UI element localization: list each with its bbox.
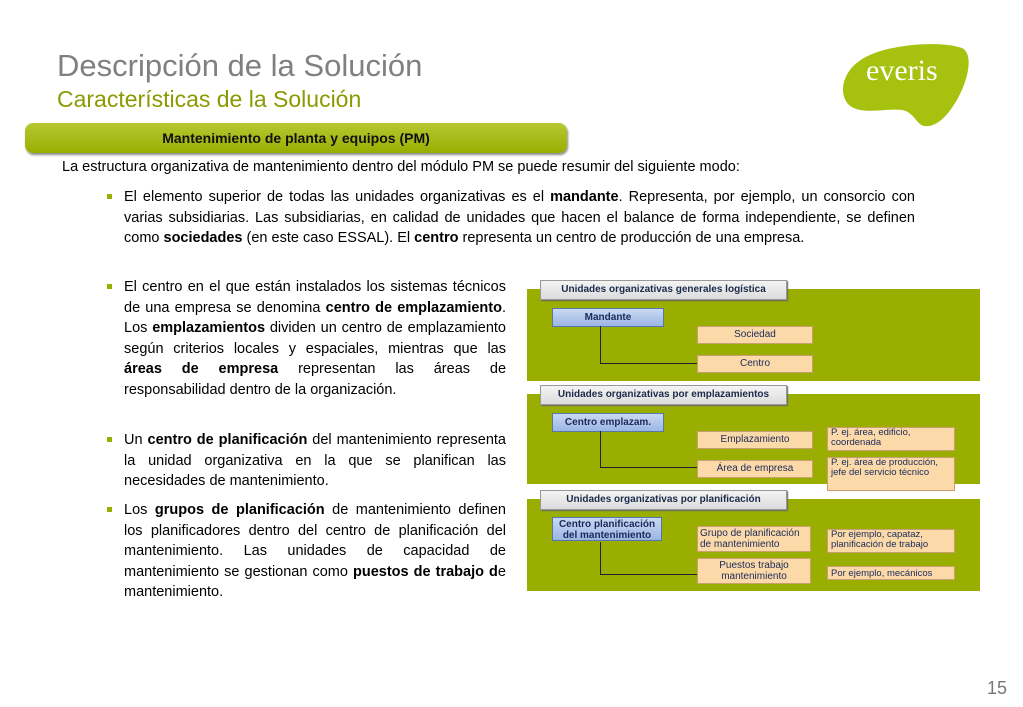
- bullet-marker: [107, 194, 112, 199]
- page-title: Descripción de la Solución: [57, 48, 423, 83]
- bullet-paragraph-emplazamiento: El centro en el que están instalados los sistemas técnicos de una empresa se denomina centro de emplazamiento. Los emplazamientos dividen un centro de emplazamiento según criterios locales y espaciales, mientras que las áreas de empresa representan las áreas de responsabilidad dentro de la organización.: [124, 279, 507, 398]
- org-node-grupo-planificacion: Grupo de planificación de mantenimiento: [697, 526, 811, 552]
- note-puestos-trabajo: Por ejemplo, mecánicos: [827, 566, 955, 580]
- connector-line: [600, 574, 697, 575]
- logo-text: everis: [866, 54, 938, 87]
- note-grupo-planificacion: Por ejemplo, capataz, planificación de trabajo: [827, 529, 955, 553]
- page-subtitle: Características de la Solución: [57, 86, 362, 112]
- bullet-paragraph-centro-planificacion: Un centro de planificación del mantenimiento representa la unidad organizativa en la que se planifican las necesidades de mantenimiento.: [124, 432, 506, 489]
- note-area-empresa: P. ej. área de producción, jefe del servicio técnico: [827, 457, 955, 491]
- panel-header: Unidades organizativas generales logística: [540, 280, 787, 300]
- bullet-marker: [107, 507, 112, 512]
- connector-line: [600, 326, 601, 364]
- org-node-sociedad: Sociedad: [697, 326, 813, 344]
- everis-logo: [840, 40, 970, 130]
- section-title-bar: Mantenimiento de planta y equipos (PM): [25, 123, 567, 153]
- note-emplazamiento: P. ej. área, edificio, coordenada: [827, 427, 955, 451]
- intro-text: La estructura organizativa de mantenimiento dentro del módulo PM se puede resumir del siguiente modo:: [62, 159, 740, 175]
- bullet-marker: [107, 284, 112, 289]
- connector-line: [600, 467, 697, 468]
- panel-header: Unidades organizativas por planificación: [540, 490, 787, 510]
- bullet-paragraph-mandante: El elemento superior de todas las unidades organizativas es el mandante. Representa, por ejemplo, un consorcio con varias subsidiarias. Las subsidiarias, en calidad de unidades que hacen el balance de forma independiente, se definen como sociedades (en este caso ESSAL). El centro representa un centro de producción de una empresa.: [124, 189, 915, 246]
- connector-line: [600, 363, 697, 364]
- org-node-centro-planificacion: Centro planificación del mantenimiento: [552, 517, 662, 541]
- bullet-marker: [107, 437, 112, 442]
- org-node-area-empresa: Área de empresa: [697, 460, 813, 478]
- org-node-centro-emplazamiento: Centro emplazam.: [552, 413, 664, 432]
- connector-line: [600, 542, 601, 575]
- connector-line: [600, 431, 601, 468]
- org-node-centro: Centro: [697, 355, 813, 373]
- panel-header: Unidades organizativas por emplazamientos: [540, 385, 787, 405]
- bullet-paragraph-grupos-planificacion: Los grupos de planificación de mantenimiento definen los planificadores dentro del centro de planificación del mantenimiento. Las unidades de capacidad de mantenimiento se gestionan como puestos de trabajo de mantenimiento.: [124, 502, 506, 600]
- org-node-puestos-trabajo: Puestos trabajo mantenimiento: [697, 558, 811, 584]
- org-node-mandante: Mandante: [552, 308, 664, 327]
- org-node-emplazamiento: Emplazamiento: [697, 431, 813, 449]
- page-number: 15: [987, 678, 1008, 698]
